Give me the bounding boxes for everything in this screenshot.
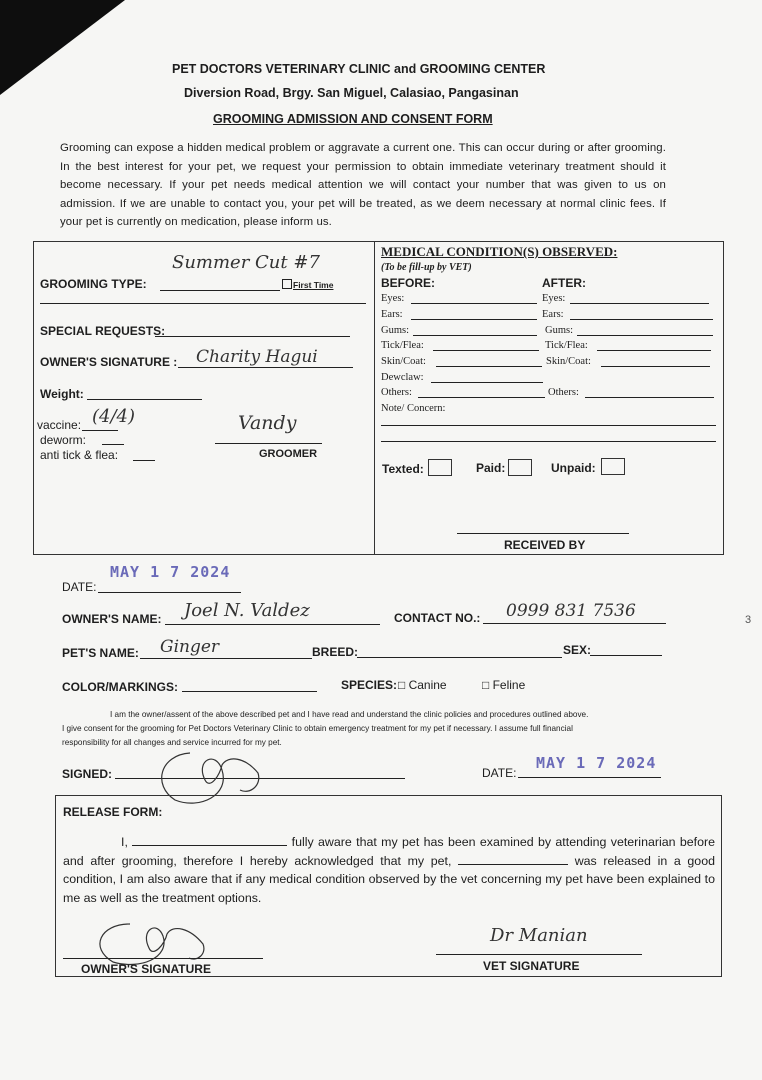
vaccine-label: vaccine: bbox=[37, 418, 82, 432]
consent-line-2: I give consent for the grooming for Pet Doctors Veterinary Clinic to obtain emergency treatment for my pet if necessary. I assume full financial bbox=[62, 724, 573, 733]
release-form-title: RELEASE FORM: bbox=[63, 805, 163, 819]
before-skin-label: Skin/Coat: bbox=[381, 356, 426, 367]
release-i: I, bbox=[121, 835, 128, 849]
groomer-line bbox=[215, 443, 322, 444]
texted-checkbox[interactable] bbox=[428, 459, 452, 476]
special-requests-label: SPECIAL REQUESTS: bbox=[40, 324, 166, 338]
release-text-1: fully aware that my pet has been examined by attending veterinarian before and after grooming, therefore I hereby acknowledged that my pet, bbox=[63, 835, 715, 868]
vet-signature-value[interactable]: Dr Manian bbox=[490, 925, 588, 946]
anti-tick-label: anti tick & flea: bbox=[40, 448, 119, 462]
before-others-label: Others: bbox=[381, 387, 412, 398]
before-dewclaw-label: Dewclaw: bbox=[381, 372, 424, 383]
grooming-type-value[interactable]: Summer Cut #7 bbox=[172, 252, 320, 273]
received-by-label: RECEIVED BY bbox=[504, 538, 586, 552]
contact-label: CONTACT NO.: bbox=[394, 611, 481, 625]
sex-label: SEX: bbox=[563, 643, 592, 657]
before-gums-label: Gums: bbox=[381, 325, 410, 336]
grooming-type-label: GROOMING TYPE: bbox=[40, 277, 147, 291]
before-dewclaw-line bbox=[431, 382, 543, 383]
medical-condition-subtitle: (To be fill-up by VET) bbox=[381, 262, 472, 273]
pet-name-label: PET'S NAME: bbox=[62, 646, 139, 660]
anti-tick-line bbox=[133, 460, 155, 461]
main-box-divider bbox=[374, 241, 375, 554]
signed-date-line[interactable] bbox=[518, 777, 661, 778]
after-eyes-line bbox=[570, 303, 709, 304]
release-paragraph bbox=[63, 833, 715, 907]
paid-checkbox[interactable] bbox=[508, 459, 532, 476]
after-ears-label: Ears: bbox=[542, 309, 564, 320]
owner-signature-label: OWNER'S SIGNATURE : bbox=[40, 355, 178, 369]
paid-label: Paid: bbox=[476, 461, 506, 475]
first-time-label: First Time bbox=[293, 280, 334, 290]
signed-label: SIGNED: bbox=[62, 767, 113, 781]
margin-mark: 3 bbox=[745, 614, 752, 626]
after-eyes-label: Eyes: bbox=[542, 293, 566, 304]
clinic-name: PET DOCTORS VETERINARY CLINIC and GROOMING CENTER bbox=[172, 62, 546, 76]
pet-name-value[interactable]: Ginger bbox=[160, 637, 220, 657]
release-pet-blank[interactable] bbox=[458, 864, 568, 865]
vaccine-value[interactable]: (4/4) bbox=[92, 406, 136, 427]
consent-line-1: I am the owner/assent of the above described pet and I have read and understand the clinic policies and procedures outlined above. bbox=[110, 710, 589, 719]
after-ears-line bbox=[570, 319, 713, 320]
release-name-blank[interactable] bbox=[132, 845, 287, 846]
after-gums-label: Gums: bbox=[545, 325, 574, 336]
release-text-2: was released in a good condition, I am also aware that if any medical condition observed by the vet concerning my pet have been explained to me as well as the treatment options. bbox=[63, 853, 715, 905]
owner-name-line[interactable] bbox=[165, 624, 380, 625]
sex-line[interactable] bbox=[590, 655, 662, 656]
pet-name-line[interactable] bbox=[140, 658, 312, 659]
before-tick-label: Tick/Flea: bbox=[381, 340, 424, 351]
intro-paragraph: Grooming can expose a hidden medical problem or aggravate a current one. This can occur during or after grooming. In the best interest for your pet, we request your permission to obtain immediate veterinary treatment should it become necessary. If your pet needs medical attention we will contact your number that was given to us on admission. If we are unable to contact you, your pet will be treated, as we deem necessary at normal clinic fees. If your pet is currently on medication, please inform us. bbox=[60, 142, 666, 229]
species-label: SPECIES: bbox=[341, 678, 398, 692]
owner-signature-release-label: OWNER'S SIGNATURE bbox=[81, 962, 211, 976]
unpaid-label: Unpaid: bbox=[551, 461, 596, 475]
before-tick-line bbox=[433, 350, 539, 351]
groomer-value[interactable]: Vandy bbox=[238, 412, 297, 434]
date-label: DATE: bbox=[62, 580, 97, 594]
note-line-2 bbox=[381, 441, 716, 442]
grooming-type-line bbox=[160, 290, 280, 291]
before-others-line bbox=[418, 397, 545, 398]
contact-value[interactable]: 0999 831 7536 bbox=[506, 601, 636, 621]
deworm-label: deworm: bbox=[40, 433, 87, 447]
weight-line bbox=[87, 399, 202, 400]
consent-line-3: responsibility for all changes and service incurred for my pet. bbox=[62, 738, 282, 747]
texted-label: Texted: bbox=[382, 462, 424, 476]
scan-shadow-corner bbox=[0, 0, 125, 95]
feline-option[interactable]: □ Feline bbox=[482, 678, 526, 692]
before-label: BEFORE: bbox=[381, 276, 435, 290]
contact-line[interactable] bbox=[483, 623, 666, 624]
weight-label: Weight: bbox=[40, 387, 84, 401]
vet-signature-label: VET SIGNATURE bbox=[483, 959, 580, 973]
groomer-label: GROOMER bbox=[259, 448, 318, 460]
owner-name-value[interactable]: Joel N. Valdez bbox=[184, 600, 310, 621]
before-eyes-label: Eyes: bbox=[381, 293, 405, 304]
deworm-line bbox=[102, 444, 124, 445]
color-markings-label: COLOR/MARKINGS: bbox=[62, 680, 178, 694]
owner-signature-value[interactable]: Charity Hagui bbox=[196, 347, 318, 367]
vaccine-line bbox=[82, 430, 118, 431]
grooming-type-line-2 bbox=[40, 303, 366, 304]
canine-option[interactable]: □ Canine bbox=[398, 678, 447, 692]
before-gums-line bbox=[413, 335, 537, 336]
breed-label: BREED: bbox=[312, 645, 359, 659]
note-line-1 bbox=[381, 425, 716, 426]
signed-date-label: DATE: bbox=[482, 766, 517, 780]
after-skin-line bbox=[601, 366, 710, 367]
owner-signature-line bbox=[178, 367, 353, 368]
clinic-address: Diversion Road, Brgy. San Miguel, Calasiao, Pangasinan bbox=[184, 86, 519, 100]
after-skin-label: Skin/Coat: bbox=[546, 356, 591, 367]
owner-name-label: OWNER'S NAME: bbox=[62, 612, 162, 626]
signed-date-stamp: MAY 1 7 2024 bbox=[536, 754, 657, 772]
color-markings-line[interactable] bbox=[182, 691, 317, 692]
after-others-line bbox=[585, 397, 714, 398]
medical-condition-title: MEDICAL CONDITION(S) OBSERVED: bbox=[381, 244, 618, 259]
before-eyes-line bbox=[411, 303, 537, 304]
special-requests-line bbox=[155, 336, 350, 337]
form-title: GROOMING ADMISSION AND CONSENT FORM bbox=[213, 112, 493, 126]
before-skin-line bbox=[436, 366, 542, 367]
after-tick-label: Tick/Flea: bbox=[545, 340, 588, 351]
after-gums-line bbox=[577, 335, 713, 336]
vet-signature-line[interactable] bbox=[436, 954, 642, 955]
date-stamp: MAY 1 7 2024 bbox=[110, 563, 231, 581]
unpaid-checkbox[interactable] bbox=[601, 458, 625, 475]
breed-line[interactable] bbox=[357, 657, 562, 658]
after-others-label: Others: bbox=[548, 387, 579, 398]
note-concern-label: Note/ Concern: bbox=[381, 403, 446, 414]
before-ears-label: Ears: bbox=[381, 309, 403, 320]
received-by-line bbox=[457, 533, 629, 534]
first-time-checkbox[interactable] bbox=[282, 279, 292, 289]
owner-signature-release-line[interactable] bbox=[63, 958, 263, 959]
after-tick-line bbox=[597, 350, 711, 351]
date-line bbox=[98, 592, 241, 593]
after-label: AFTER: bbox=[542, 276, 586, 290]
before-ears-line bbox=[411, 319, 537, 320]
